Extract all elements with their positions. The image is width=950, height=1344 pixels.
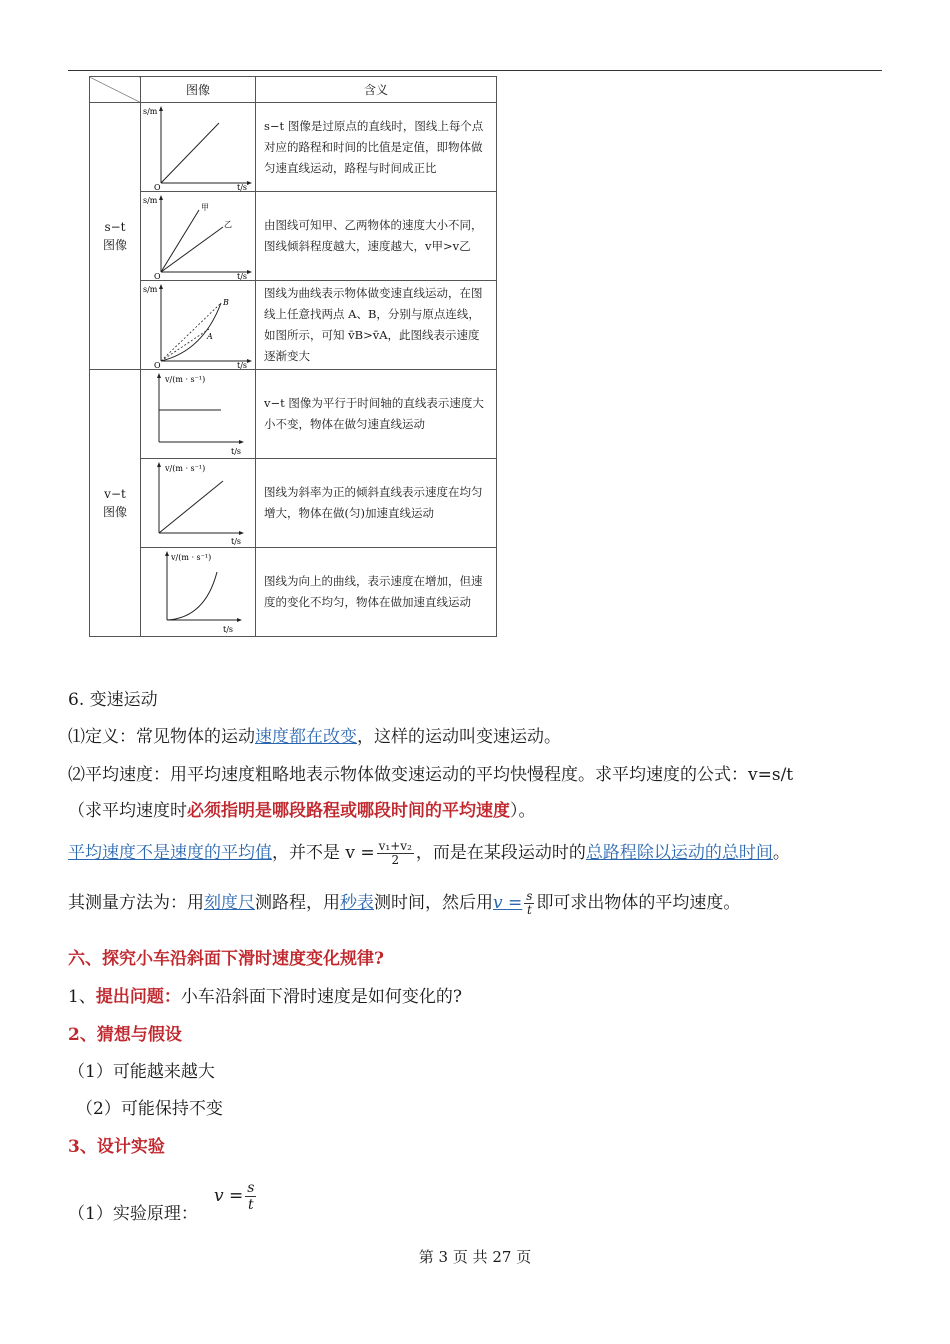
row-desc: 由图线可知甲、乙两物体的速度大小不同，图线倾斜程度越大，速度越大，v甲>v乙 <box>256 192 497 281</box>
section6-title: 6. 变速运动 <box>68 690 158 710</box>
motion-graph-table <box>89 76 497 637</box>
graph-xlabel: t/s <box>231 447 242 456</box>
section6-definition <box>68 726 561 748</box>
page-footer: 第 3 页 共 27 页 <box>418 1248 532 1266</box>
graph-label-a: A <box>207 332 213 341</box>
row-desc: 图线为斜率为正的倾斜直线表示速度在均匀增大，物体在做(匀)加速直线运动 <box>256 459 497 548</box>
graph-origin: O <box>154 361 161 369</box>
graph-st-two-lines <box>141 192 256 281</box>
graph-ylabel: v/(m · s⁻¹) <box>165 464 206 473</box>
q-num: 1、 <box>68 987 96 1007</box>
avg2-text-a: （求平均速度时 <box>68 801 187 821</box>
st-group-label <box>90 103 141 370</box>
section-six-title: 六、探究小车沿斜面下滑时速度变化规律? <box>68 949 384 969</box>
m-v: v = <box>493 893 523 913</box>
graph-st-curve <box>141 281 256 370</box>
principle-fraction-den: t <box>248 1197 254 1213</box>
note-fraction-num: v₁+v₂ <box>378 839 412 853</box>
principle-fraction-num: s <box>247 1180 255 1196</box>
principle-fraction <box>245 1180 256 1213</box>
principle-v: v = <box>214 1186 244 1206</box>
m-text-a: 其测量方法为：用 <box>68 893 204 913</box>
hypothesis-title: 2、猜想与假设 <box>68 1025 182 1045</box>
m-fraction-den: t <box>526 903 532 917</box>
graph-label-jia: 甲 <box>201 203 209 212</box>
graph-vt-curve <box>141 548 256 637</box>
header-image: 图像 <box>141 77 256 103</box>
row-desc: s−t 图像是过原点的直线时，图线上每个点对应的路程和时间的比值是定值，即物体做匀速直线运动，路程与时间成正比 <box>256 103 497 192</box>
st-group-line1: s−t <box>104 220 126 234</box>
graph-ylabel: v/(m · s⁻¹) <box>165 375 206 384</box>
note-underline-a: 平均速度不是速度的平均值 <box>68 843 272 863</box>
hypothesis-2: （2）可能保持不变 <box>76 1099 223 1119</box>
graph-st-line <box>141 103 256 192</box>
graph-vt-slope <box>141 459 256 548</box>
note-fraction <box>377 840 414 867</box>
graph-xlabel: t/s <box>223 625 234 634</box>
graph-origin: O <box>154 272 161 280</box>
question-line <box>68 986 462 1008</box>
principle-label: （1）实验原理： <box>68 1204 198 1224</box>
header-rule <box>68 70 882 71</box>
graph-ylabel: s/m <box>143 196 158 205</box>
section6-measurement <box>68 890 740 917</box>
row-desc: v−t 图像为平行于时间轴的直线表示速度大小不变，物体在做匀速直线运动 <box>256 370 497 459</box>
design-title: 3、设计实验 <box>68 1137 165 1157</box>
vt-group-label <box>90 370 141 637</box>
def-text-c: ，这样的运动叫变速运动。 <box>357 727 561 747</box>
graph-origin: O <box>154 183 161 191</box>
graph-xlabel: t/s <box>237 361 248 369</box>
graph-label-b: B <box>223 298 229 307</box>
graph-label-yi: 乙 <box>224 220 232 229</box>
m-text-f: 即可求出物体的平均速度。 <box>536 893 741 913</box>
m-stopwatch: 秒表 <box>340 893 374 913</box>
st-group-line2: 图像 <box>102 238 127 252</box>
note-text-b: ，并不是 v = <box>272 843 375 863</box>
m-text-e: 测时间，然后用 <box>374 893 493 913</box>
m-fraction-num: s <box>526 889 533 903</box>
graph-ylabel: s/m <box>143 107 158 116</box>
header-meaning: 含义 <box>256 77 497 103</box>
note-text-c: ，而是在某段运动时的 <box>415 843 586 863</box>
m-ruler: 刻度尺 <box>204 893 255 913</box>
section6-average-vs-mean <box>68 840 790 867</box>
graph-vt-flat <box>141 370 256 459</box>
q-label: 提出问题： <box>95 987 181 1007</box>
section6-average-note <box>68 800 536 822</box>
row-desc: 图线为向上的曲线，表示速度在增加，但速度的变化不均匀，物体在做加速直线运动 <box>256 548 497 637</box>
vt-group-line1: v−t <box>104 487 126 501</box>
def-text-a: ⑴定义：常见物体的运动 <box>68 727 255 747</box>
q-text: 小车沿斜面下滑时速度是如何变化的? <box>180 987 462 1007</box>
principle-formula <box>214 1180 258 1213</box>
table-corner-cell <box>90 77 141 103</box>
graph-ylabel: s/m <box>143 285 158 294</box>
graph-ylabel: v/(m · s⁻¹) <box>171 553 212 562</box>
hypothesis-1: （1）可能越来越大 <box>68 1062 215 1082</box>
graph-xlabel: t/s <box>237 272 248 280</box>
avg2-emphasis: 必须指明是哪段路程或哪段时间的平均速度 <box>187 801 510 821</box>
section6-average: ⑵平均速度：用平均速度粗略地表示物体做变速运动的平均快慢程度。求平均速度的公式：v=s/t <box>68 765 794 785</box>
graph-xlabel: t/s <box>237 183 248 191</box>
note-text-e: 。 <box>772 843 790 863</box>
graph-xlabel: t/s <box>231 537 242 546</box>
row-desc: 图线为曲线表示物体做变速直线运动，在图线上任意找两点 A、B，分别与原点连线，如图所示，可知 v̄B>v̄A，此图线表示速度逐渐变大 <box>256 281 497 370</box>
m-fraction <box>524 890 534 917</box>
note-underline-d: 总路程除以运动的总时间 <box>585 843 773 863</box>
note-fraction-den: 2 <box>391 853 400 867</box>
avg2-text-c: ）。 <box>510 801 536 821</box>
def-underline: 速度都在改变 <box>255 727 357 747</box>
m-text-c: 测路程，用 <box>255 893 340 913</box>
vt-group-line2: 图像 <box>102 505 127 519</box>
